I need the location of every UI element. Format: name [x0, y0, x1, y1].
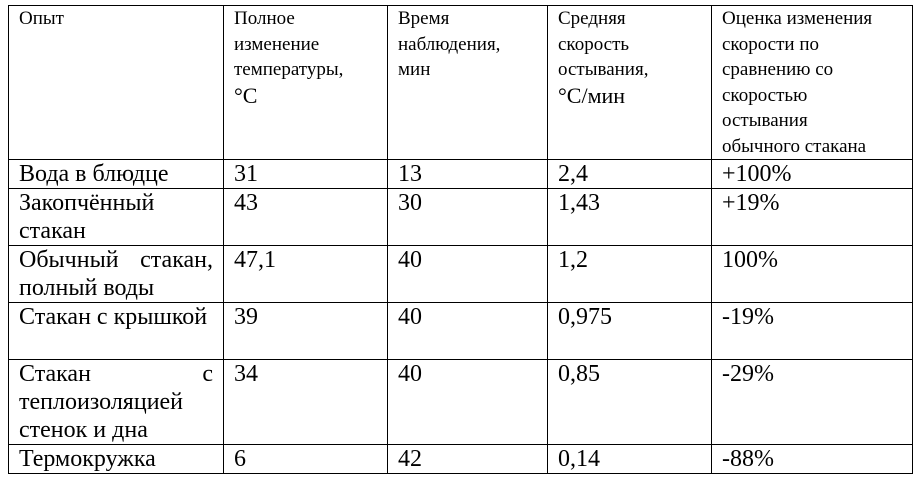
header-observation-time-line: мин	[398, 59, 431, 80]
header-rate-change-estimate-line: скорости по	[722, 33, 819, 55]
header-temperature-change-line: °С	[234, 82, 258, 108]
header-rate-change-estimate-line: сравнению со	[722, 59, 834, 80]
header-observation-time	[388, 6, 548, 160]
header-temperature-change-line: Полное	[234, 8, 295, 29]
header-experiment-line: Опыт	[19, 8, 64, 29]
header-average-cooling-rate-line: Средняя	[558, 8, 626, 29]
temperature-change-cell: 6	[224, 445, 388, 474]
table-row	[9, 160, 913, 189]
rate-estimate-cell: -88%	[712, 445, 913, 474]
temperature-change-cell: 39	[224, 303, 388, 360]
cooling-rate-cell: 0,85	[548, 360, 712, 445]
experiment-cell: Закопчённый стакан	[9, 189, 224, 246]
table-row	[9, 246, 913, 303]
experiment-cell: Стакан с крышкой	[9, 303, 224, 360]
experiment-cell: Вода в блюдце	[9, 160, 224, 189]
experiment-cell: Обычный стакан, полный воды	[9, 246, 224, 303]
temperature-change-cell: 34	[224, 360, 388, 445]
rate-estimate-cell: -29%	[712, 360, 913, 445]
header-temperature-change-line: изменение	[234, 33, 320, 55]
cooling-rate-cell: 1,43	[548, 189, 712, 246]
header-temperature-change-line: температуры,	[234, 59, 344, 80]
cooling-rate-cell: 1,2	[548, 246, 712, 303]
experiment-cell: Термокружка	[9, 445, 224, 474]
observation-time-cell: 30	[388, 189, 548, 246]
header-average-cooling-rate-line: скорость	[558, 33, 630, 55]
temperature-change-cell: 43	[224, 189, 388, 246]
observation-time-cell: 40	[388, 360, 548, 445]
observation-time-cell: 40	[388, 303, 548, 360]
table-row	[9, 445, 913, 474]
header-row	[9, 6, 913, 160]
cooling-rate-cell: 0,14	[548, 445, 712, 474]
rate-estimate-cell: 100%	[712, 246, 913, 303]
observation-time-cell: 13	[388, 160, 548, 189]
header-rate-change-estimate-line: остывания	[722, 110, 808, 131]
header-average-cooling-rate-line: остывания,	[558, 59, 649, 80]
header-experiment	[9, 6, 224, 160]
header-rate-change-estimate	[712, 6, 913, 160]
table-row	[9, 303, 913, 360]
temperature-change-cell: 47,1	[224, 246, 388, 303]
cooling-rate-cell: 2,4	[548, 160, 712, 189]
cooling-rate-cell: 0,975	[548, 303, 712, 360]
rate-estimate-cell: +19%	[712, 189, 913, 246]
header-average-cooling-rate-line: °С/мин	[558, 82, 626, 108]
header-observation-time-line: наблюдения,	[398, 33, 501, 55]
rate-estimate-cell: -19%	[712, 303, 913, 360]
header-average-cooling-rate	[548, 6, 712, 160]
observation-time-cell: 42	[388, 445, 548, 474]
rate-estimate-cell: +100%	[712, 160, 913, 189]
observation-time-cell: 40	[388, 246, 548, 303]
temperature-change-cell: 31	[224, 160, 388, 189]
header-rate-change-estimate-line: обычного стакана	[722, 135, 867, 157]
header-rate-change-estimate-line: Оценка изменения	[722, 8, 873, 29]
results-table	[8, 5, 913, 474]
header-observation-time-line: Время	[398, 8, 450, 29]
table-row	[9, 189, 913, 246]
experiment-cell: Стакан с теплоизоляцией стенок и дна	[9, 360, 224, 445]
table-row	[9, 360, 913, 445]
header-temperature-change	[224, 6, 388, 160]
header-rate-change-estimate-line: скоростью	[722, 84, 808, 106]
